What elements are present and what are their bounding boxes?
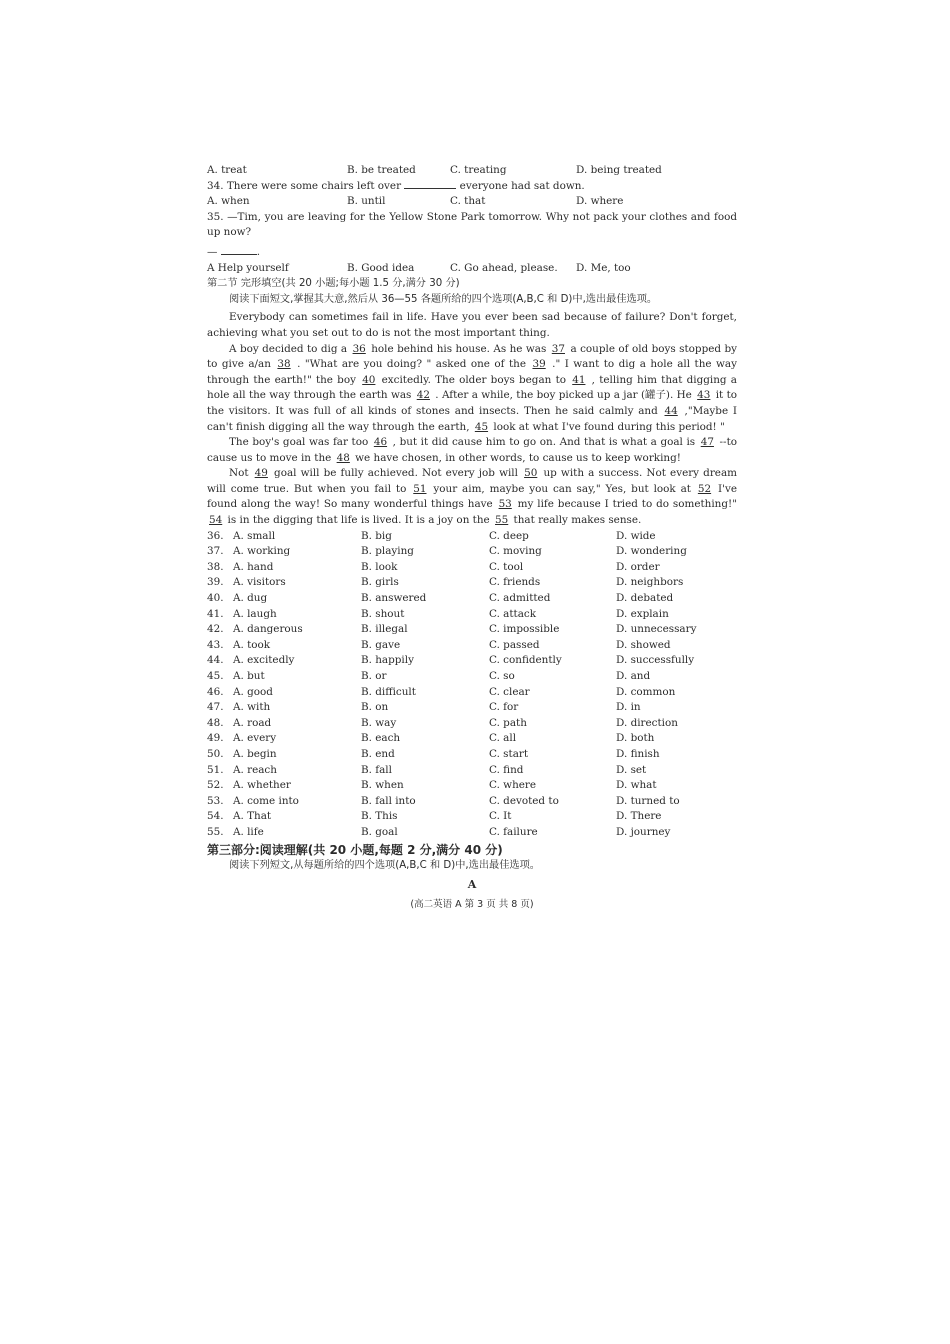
cloze-option-row: [207, 607, 737, 623]
cloze-option-c: C. so: [489, 670, 515, 682]
cloze-option-a: A. begin: [233, 747, 277, 760]
passage-text: The boy's goal was far too: [229, 436, 372, 449]
cloze-option-a: A. every: [233, 732, 277, 745]
cloze-option-d: D. successfully: [616, 654, 695, 667]
cloze-number: 55.: [207, 825, 224, 838]
q34-options: [207, 194, 737, 210]
cloze-number: 47.: [207, 701, 224, 714]
cloze-option-a: A. life: [233, 825, 264, 838]
blank-46: 46: [373, 436, 388, 449]
passage-text: Not: [229, 467, 253, 480]
passage-text: is in the digging that life is lived. It is a joy on the: [224, 514, 494, 527]
cloze-option-c: C. moving: [489, 545, 542, 558]
cloze-option-b: B. girls: [361, 576, 399, 589]
cloze-option-b: B. goal: [361, 825, 398, 838]
cloze-option-b: B. fall into: [361, 794, 416, 807]
cloze-option-d: D. order: [616, 560, 660, 573]
cloze-option-a: A. reach: [233, 763, 277, 776]
cloze-number: 37.: [207, 545, 224, 558]
blank-44: 44: [664, 404, 678, 417]
blank-50: 50: [524, 467, 538, 480]
blank-40: 40: [362, 373, 376, 386]
cloze-option-d: D. unnecessary: [616, 623, 697, 636]
cloze-option-c: C. all: [489, 732, 517, 745]
blank-47: 47: [700, 436, 714, 449]
q34-option-b: B. until: [347, 195, 386, 208]
passage-text: that really makes sense.: [510, 514, 642, 527]
cloze-option-row: [207, 763, 737, 779]
section2-instruction: 阅读下面短文,掌握其大意,然后从 36—55 各题所给的四个选项(A,B,C 和 D)中,选出最佳选项。: [229, 293, 658, 305]
q33-option-d: D. being treated: [576, 164, 662, 176]
cloze-option-c: C. clear: [489, 685, 530, 698]
cloze-option-b: B. difficult: [361, 685, 416, 698]
passage-text: . After a while, the boy picked up a jar (罐子). He: [431, 389, 696, 402]
cloze-option-c: C. path: [489, 716, 527, 729]
cloze-option-a: A. excitedly: [233, 654, 295, 667]
cloze-option-b: B. when: [361, 779, 404, 792]
cloze-option-d: D. in: [616, 701, 641, 714]
passage-text: ,"Maybe I can't finish digging all the way through the earth,: [207, 404, 737, 433]
passage-text: , but it did cause him to go on. And that is what a goal is: [389, 436, 699, 449]
q35-option-a: A Help yourself: [207, 261, 289, 274]
cloze-option-a: A. visitors: [233, 576, 286, 589]
q34-option-c: C. that: [450, 195, 486, 208]
cloze-option-row: [207, 544, 737, 560]
blank-48: 48: [336, 451, 350, 464]
q33-option-c: C. treating: [450, 164, 507, 176]
cloze-option-d: D. and: [616, 670, 651, 682]
blank-41: 41: [572, 373, 586, 386]
passage-text: we have chosen, in other words, to cause us to keep working!: [351, 451, 681, 464]
cloze-option-c: C. friends: [489, 576, 541, 589]
q34-option-a: A. when: [207, 195, 250, 208]
q35-option-b: B. Good idea: [347, 261, 415, 274]
q33-option-a: A. treat: [207, 164, 247, 176]
cloze-number: 43.: [207, 638, 224, 651]
cloze-option-b: B. end: [361, 747, 395, 760]
passage-text: excitedly. The older boys began to: [377, 373, 571, 386]
cloze-option-row: [207, 669, 737, 685]
cloze-option-b: B. answered: [361, 592, 427, 605]
cloze-option-b: B. on: [361, 701, 389, 714]
cloze-number: 45.: [207, 670, 224, 682]
cloze-number: 49.: [207, 732, 224, 745]
cloze-option-d: D. neighbors: [616, 576, 684, 589]
cloze-option-b: B. fall: [361, 763, 392, 776]
cloze-option-row: [207, 685, 737, 701]
cloze-option-row: [207, 591, 737, 607]
passage-text: ." I want to dig a hole all the way through the earth!" the boy: [207, 358, 737, 386]
cloze-option-c: C. impossible: [489, 623, 560, 636]
q35-option-d: D. Me, too: [576, 261, 631, 274]
cloze-option-row: [207, 622, 737, 638]
blank-45: 45: [474, 420, 489, 433]
cloze-number: 44.: [207, 654, 224, 667]
cloze-option-row: [207, 700, 737, 716]
cloze-option-a: A. small: [233, 529, 276, 542]
cloze-option-d: D. There: [616, 810, 662, 823]
cloze-option-d: D. turned to: [616, 794, 680, 807]
cloze-option-a: A. laugh: [233, 607, 277, 620]
passage-text: --to cause us to move in the: [207, 436, 737, 464]
passage-text: up with a success. Not every dream will come true. But when you fail to: [207, 467, 738, 495]
q35-blank: [221, 246, 257, 255]
blank-39: 39: [532, 358, 546, 371]
cloze-number: 48.: [207, 716, 224, 729]
passage-paragraph-2: [207, 342, 737, 436]
q34-stem: 34. There were some chairs left over everyone had sat down.: [207, 179, 585, 192]
cloze-option-c: C. attack: [489, 607, 537, 620]
blank-37: 37: [551, 342, 565, 355]
passage-paragraph-3: [207, 435, 737, 466]
part3-instruction: 阅读下列短文,从每题所给的四个选项(A,B,C 和 D)中,选出最佳选项。: [229, 860, 540, 872]
passage-paragraph-1: Everybody can sometimes fail in life. Have you ever been sad because of failure? Don't forget, achieving what you set out to do is not the most important thing.: [207, 311, 737, 339]
cloze-option-a: A. road: [233, 716, 272, 729]
cloze-option-a: A. with: [233, 701, 271, 714]
cloze-option-a: A. dangerous: [233, 623, 303, 636]
q35-option-c: C. Go ahead, please.: [450, 261, 558, 274]
cloze-option-c: C. passed: [489, 638, 540, 651]
cloze-option-row: [207, 575, 737, 591]
cloze-number: 41.: [207, 607, 224, 620]
cloze-option-a: A. That: [233, 810, 272, 823]
passage-text: goal will be fully achieved. Not every job will: [269, 467, 523, 480]
cloze-option-d: D. direction: [616, 716, 678, 729]
cloze-option-d: D. showed: [616, 638, 671, 651]
q35-options: [207, 261, 737, 277]
cloze-option-c: C. tool: [489, 560, 524, 573]
q34-blank: [404, 179, 456, 189]
cloze-option-b: B. happily: [361, 654, 414, 667]
cloze-option-b: B. big: [361, 529, 392, 542]
cloze-option-c: C. start: [489, 747, 529, 760]
q33-option-b: B. be treated: [347, 164, 416, 176]
passage-text: a couple of old boys stopped by to give a/an: [207, 342, 737, 371]
blank-52: 52: [697, 482, 712, 495]
cloze-option-c: C. deep: [489, 529, 529, 542]
cloze-options-table: [207, 529, 737, 841]
blank-53: 53: [498, 498, 512, 511]
section2-title: 第二节 完形填空(共 20 小题;每小题 1.5 分,满分 30 分): [207, 278, 460, 290]
passage-text: it to the visitors. It was full of all kinds of stones and insects. Then he said calmly and: [207, 389, 738, 417]
cloze-option-row: [207, 825, 737, 841]
cloze-option-c: C. devoted to: [489, 794, 559, 807]
blank-36: 36: [352, 342, 366, 355]
cloze-number: 50.: [207, 747, 224, 760]
cloze-option-b: B. gave: [361, 638, 401, 651]
cloze-option-a: A. but: [233, 670, 265, 682]
cloze-option-d: D. debated: [616, 592, 674, 605]
cloze-option-c: C. It: [489, 810, 512, 823]
cloze-option-row: [207, 778, 737, 794]
cloze-option-row: [207, 529, 737, 545]
q33-options: [207, 163, 737, 179]
cloze-option-a: A. dug: [233, 592, 268, 605]
cloze-option-d: D. set: [616, 763, 647, 776]
cloze-option-row: [207, 809, 737, 825]
cloze-option-a: A. hand: [233, 560, 274, 573]
cloze-option-d: D. both: [616, 732, 655, 745]
passage-text: hole behind his house. As he was: [367, 342, 550, 355]
cloze-option-c: C. admitted: [489, 592, 551, 605]
cloze-option-b: B. playing: [361, 545, 414, 558]
cloze-option-b: B. illegal: [361, 623, 408, 636]
q34-option-d: D. where: [576, 195, 624, 208]
passage-text: . "What are you doing? " asked one of the: [292, 358, 531, 371]
cloze-option-d: D. explain: [616, 607, 669, 620]
cloze-option-c: C. where: [489, 779, 537, 792]
cloze-option-a: A. come into: [233, 794, 299, 807]
passage-text: A boy decided to dig a: [229, 342, 351, 355]
page-footer: (高二英语 A 第 3 页 共 8 页): [410, 899, 534, 911]
cloze-number: 53.: [207, 794, 224, 807]
cloze-number: 39.: [207, 576, 224, 589]
cloze-option-c: C. for: [489, 701, 519, 714]
cloze-number: 46.: [207, 685, 224, 698]
cloze-option-a: A. good: [233, 685, 273, 698]
blank-55: 55: [495, 514, 509, 527]
cloze-number: 36.: [207, 529, 224, 542]
cloze-option-row: [207, 560, 737, 576]
passage-text: my life because I tried to do something!": [513, 498, 737, 511]
cloze-option-b: B. This: [361, 810, 398, 823]
cloze-number: 40.: [207, 592, 224, 605]
cloze-option-a: A. working: [233, 545, 291, 558]
cloze-option-row: [207, 731, 737, 747]
q35-stem: 35. —Tim, you are leaving for the Yellow Stone Park tomorrow. Why not pack your clothes and food up now?: [207, 210, 737, 239]
exam-content: [207, 163, 737, 913]
part3-title: 第三部分:阅读理解(共 20 小题,每题 2 分,满分 40 分): [207, 842, 503, 857]
cloze-option-d: D. wondering: [616, 545, 687, 558]
cloze-option-d: D. common: [616, 685, 676, 698]
cloze-option-d: D. finish: [616, 747, 660, 760]
cloze-option-b: B. or: [361, 670, 387, 682]
passage-text: your aim, maybe you can say," Yes, but look at: [428, 482, 696, 495]
cloze-option-row: [207, 716, 737, 732]
cloze-number: 54.: [207, 810, 224, 823]
cloze-option-d: D. wide: [616, 529, 656, 542]
cloze-number: 38.: [207, 560, 224, 573]
passage-text: look at what I've found during this period! ": [490, 420, 725, 433]
cloze-option-row: [207, 653, 737, 669]
cloze-option-c: C. find: [489, 763, 524, 776]
cloze-option-a: A. whether: [233, 779, 291, 792]
cloze-option-d: D. journey: [616, 825, 671, 838]
cloze-option-d: D. what: [616, 779, 657, 792]
blank-38: 38: [277, 358, 291, 371]
blank-49: 49: [254, 467, 268, 480]
q35-response: — .: [207, 245, 261, 258]
cloze-option-a: A. took: [233, 638, 271, 651]
passage-paragraph-4: [207, 466, 737, 528]
cloze-option-c: C. failure: [489, 825, 538, 838]
passage-text: I've found along the way! So many wonderful things have: [207, 482, 737, 511]
blank-43: 43: [697, 389, 711, 402]
blank-54: 54: [209, 514, 223, 527]
cloze-option-b: B. look: [361, 560, 398, 573]
cloze-option-b: B. each: [361, 732, 401, 745]
cloze-option-row: [207, 747, 737, 763]
passage-label: A: [467, 877, 477, 891]
cloze-option-b: B. shout: [361, 607, 405, 620]
cloze-number: 42.: [207, 623, 224, 636]
cloze-option-b: B. way: [361, 716, 397, 729]
cloze-number: 51.: [207, 763, 224, 776]
blank-51: 51: [413, 482, 427, 495]
cloze-option-row: [207, 638, 737, 654]
cloze-option-row: [207, 794, 737, 810]
blank-42: 42: [416, 389, 430, 402]
cloze-number: 52.: [207, 779, 224, 792]
cloze-option-c: C. confidently: [489, 654, 562, 667]
passage-text: , telling him that digging a hole all the way through the earth was: [207, 373, 737, 402]
